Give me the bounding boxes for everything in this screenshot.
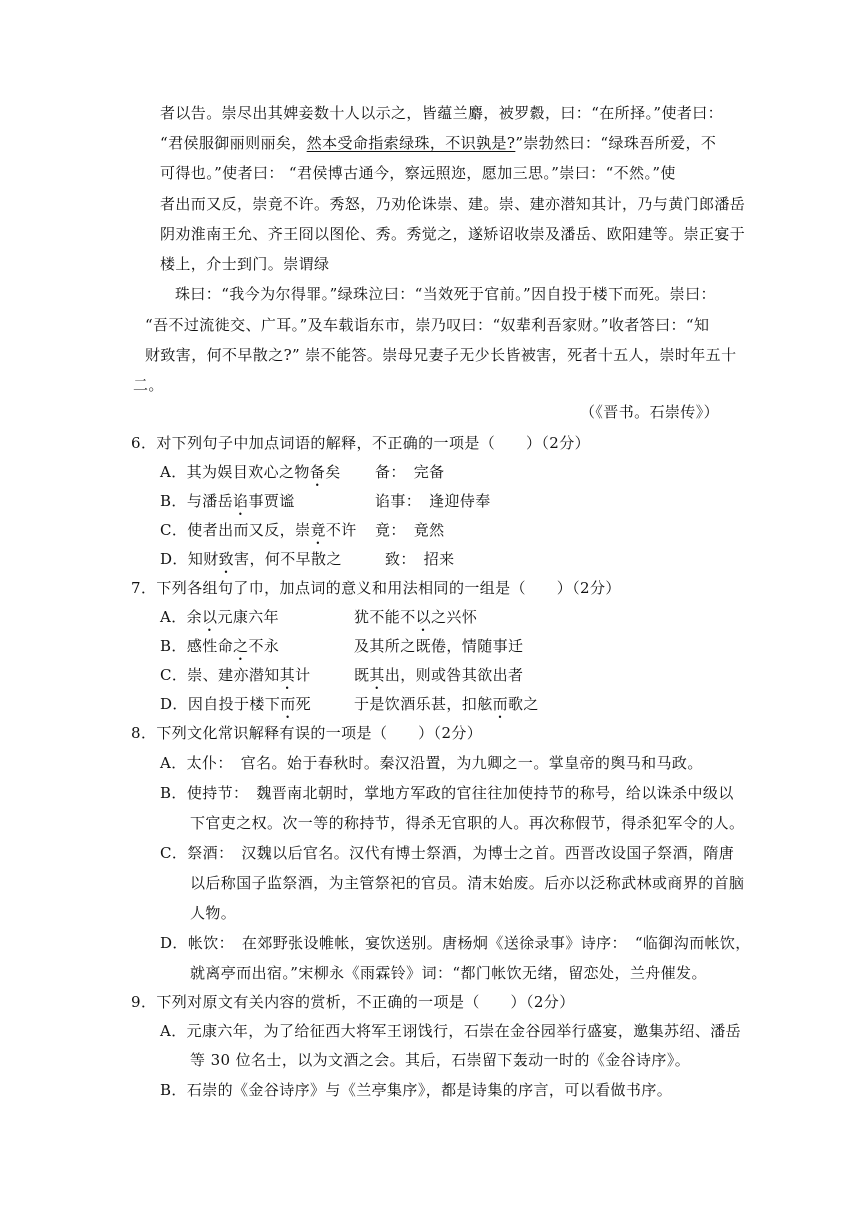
q8-option-d[interactable]: D．帐饮： 在郊野张设帷帐，宴饮送别。唐杨炯《送徐录事》诗序： “临御沟而帐饮， (160, 934, 751, 952)
passage-line: 阴劝淮南王允、齐王冏以图伦、秀。秀觉之，遂矫诏收崇及潘岳、欧阳建等。崇正宴于 (160, 225, 746, 243)
q6-option-d[interactable]: D．知财致害，何不早散之 (160, 550, 342, 568)
passage-line: 二。 (133, 376, 164, 394)
q6-option-d-gloss: 致： 招来 (385, 550, 455, 568)
q9-option-b[interactable]: B．石崇的《金谷诗序》与《兰亭集序》，都是诗集的序言，可以看做书序。 (160, 1081, 673, 1099)
passage-line: 楼上，介士到门。崇谓绿 (160, 255, 330, 273)
dotted-word: 以 (415, 608, 432, 626)
q6-option-b-gloss: 谄事： 逢迎侍奉 (375, 492, 491, 510)
dotted-word: 备 (309, 463, 326, 481)
dotted-word: 而 (280, 695, 296, 713)
dotted-word: 竟 (310, 521, 326, 539)
dotted-word: 以 (202, 608, 218, 626)
q8-option-b[interactable]: B．使持节： 魏晋南北朝时，掌地方军政的官往往加使持节的称号，给以诛杀中级以 (160, 784, 734, 802)
q6-option-a-gloss: 备： 完备 (375, 463, 445, 481)
q7-option-d[interactable]: D．因自投于楼下而死 (160, 695, 312, 713)
q8-option-c-cont: 人物。 (190, 904, 237, 922)
q9-option-a-cont: 等 30 位名士，以为文酒之会。其后，石崇留下轰动一时的《金谷诗序》。 (190, 1051, 691, 1069)
question-6-stem: 6．对下列句子中加点词语的解释，不正确的一项是（ ）（2分） (131, 434, 590, 452)
q7-option-a[interactable]: A．余以元康六年 (160, 608, 280, 626)
passage-line: 财致害，何不早散之?” 崇不能答。崇母兄妻子无少长皆被害，死者十五人，崇时年五十 (145, 346, 737, 364)
q7-option-c-pair: 既其出，则或咎其欲出者 (354, 666, 524, 684)
q6-option-c[interactable]: C．使者出而又反，崇竟不许 (160, 521, 357, 539)
dotted-word: 谄 (233, 492, 249, 510)
dotted-word: 之 (233, 637, 249, 655)
q7-option-b[interactable]: B．感性命之不永 (160, 637, 280, 655)
passage-line: 者以告。崇尽出其婢妾数十人以示之，皆蕴兰麝，被罗縠，曰：“在所择。”使者曰： (160, 104, 724, 122)
passage-line: 可得也。”使者曰： “君侯博古通今，察远照迩，愿加三思。”崇曰：“不然。”使 (160, 164, 676, 182)
passage-line: 珠曰：“我今为尔得罪。”绿珠泣曰：“当效死于官前。”因自投于楼下而死。崇曰： (175, 285, 716, 303)
q7-option-d-pair: 于是饮酒乐甚，扣舷而歌之 (354, 695, 539, 713)
passage-text: ”崇勃然曰：“绿珠吾所爱，不 (515, 134, 717, 152)
q8-option-c[interactable]: C．祭酒： 汉魏以后官名。汉代有博士祭酒，为博士之首。西晋改设国子祭酒，隋唐 (160, 844, 735, 862)
question-7-stem: 7．下列各组句了巾，加点词的意义和用法相同的一组是（ ）（2分） (131, 579, 621, 597)
underlined-sentence: 然本受命指索绿珠，不识孰是? (306, 134, 516, 152)
q7-option-a-pair: 犹不能不以之兴怀 (354, 608, 478, 626)
q6-option-c-gloss: 竟： 竟然 (375, 521, 445, 539)
passage-line (160, 133, 716, 153)
question-8-stem: 8．下列文化常识解释有误的一项是（ ）（2分） (131, 724, 483, 742)
dotted-word: 其 (279, 666, 296, 684)
q8-option-a[interactable]: A．太仆： 官名。始于春秋时。秦汉沿置，为九卿之一。掌皇帝的舆马和马政。 (160, 754, 703, 772)
q6-option-a[interactable]: A．其为娱目欢心之物备矣 (160, 463, 341, 481)
dotted-word: 致 (218, 550, 235, 568)
q8-option-d-cont: 就离亭而出宿。”宋柳永《雨霖铃》词：“都门帐饮无绪，留恋处，兰舟催发。 (190, 964, 707, 982)
dotted-word: 而 (492, 695, 509, 713)
passage-text: “君侯服御丽则丽矣， (160, 134, 307, 152)
dotted-word: 其 (369, 666, 385, 684)
passage-line: 者出而又反，崇竟不许。秀怒，乃劝伦诛崇、建。崇、建亦潜知其计，乃与黄门郎潘岳 (160, 195, 746, 213)
q6-option-b[interactable]: B．与潘岳谄事贾谧 (160, 492, 295, 510)
q8-option-c-cont: 以后称国子监祭酒，为主管祭祀的官员。清末始废。后亦以泛称武林或商界的首脑 (190, 874, 745, 892)
passage-source: （《晋书。石崇传》） (580, 403, 720, 421)
q8-option-b-cont: 下官吏之权。次一等的称持节，得杀无官职的人。再次称假节，得杀犯军令的人。 (190, 814, 745, 832)
q7-option-c[interactable]: C．崇、建亦潜知其计 (160, 666, 311, 684)
question-9-stem: 9．下列对原文有关内容的赏析，不正确的一项是（ ）（2分） (131, 993, 575, 1011)
passage-line: “吾不过流徙交、广耳。”及车载诣东市，崇乃叹曰：“奴辈利吾家财。”收者答曰：“知 (145, 316, 710, 334)
q7-option-b-pair: 及其所之既倦，情随事迁 (354, 637, 524, 655)
q9-option-a[interactable]: A．元康六年，为了给征西大将军王诩饯行，石崇在金谷园举行盛宴，邀集苏绍、潘岳 (160, 1022, 742, 1040)
